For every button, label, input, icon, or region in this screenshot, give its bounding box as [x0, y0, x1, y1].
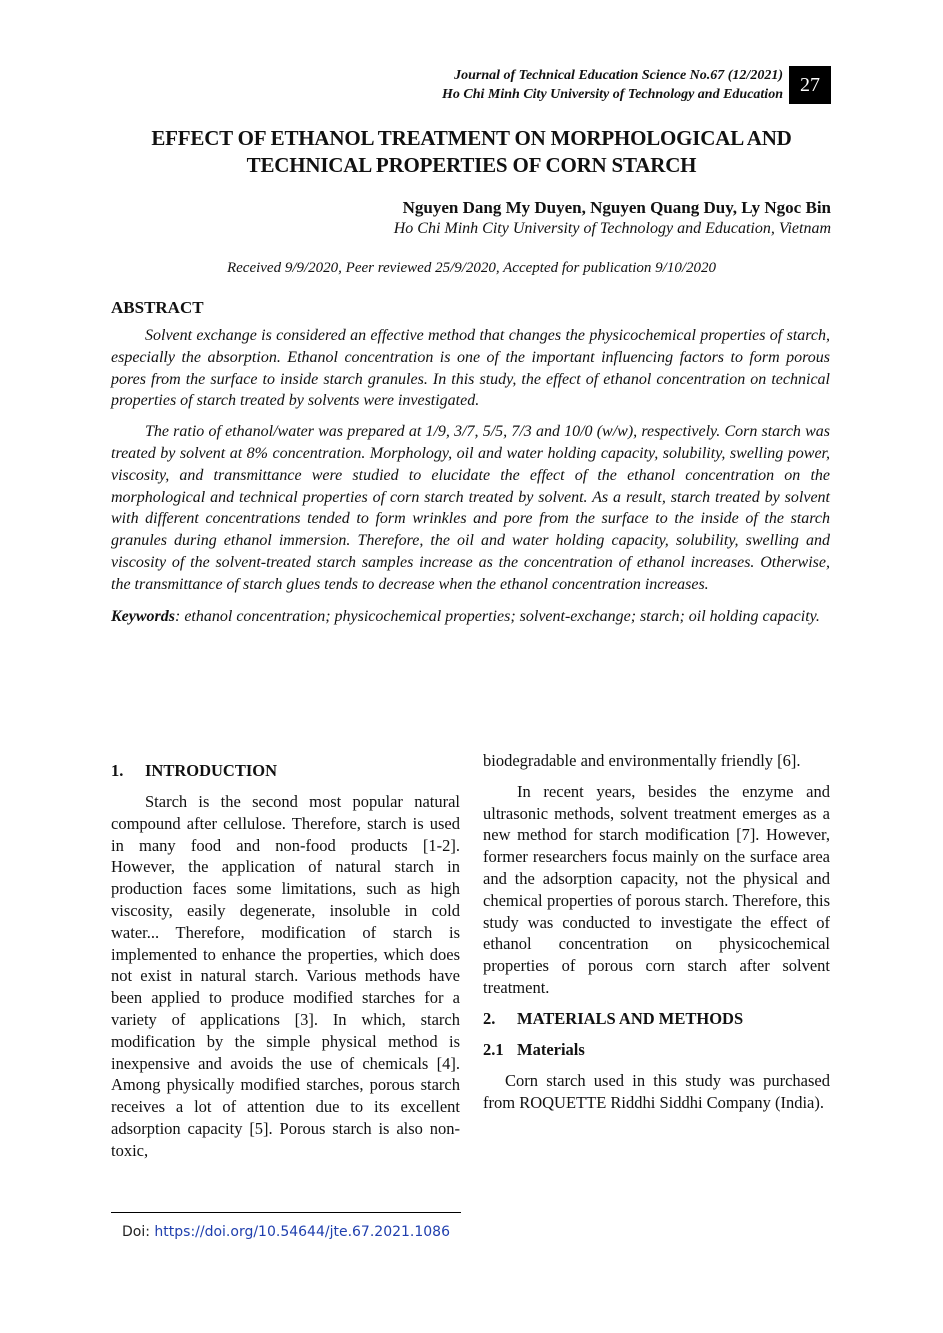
abstract-section [111, 297, 830, 636]
subsection-heading-materials [483, 1039, 830, 1061]
section-heading-introduction [111, 760, 460, 782]
affiliation: Ho Chi Minh City University of Technology and Education, Vietnam [393, 220, 831, 237]
intro-paragraph-2: In recent years, besides the enzyme and ultrasonic methods, solvent treatment emerges as a new method for starch modification [7]. However, former researchers focus mainly on the surface area and the adsorption capacity, not the physical and chemical properties of porous starch. Therefore, this study was conducted to investigate the effect of ethanol concentration on physicochemical properties of porous corn starch after solvent treatment. [483, 781, 830, 997]
publication-dates: Received 9/9/2020, Peer reviewed 25/9/2020, Accepted for publication 9/10/2020 [226, 260, 717, 276]
abstract-heading: ABSTRACT [111, 298, 204, 317]
section-number: 2. [483, 1008, 496, 1028]
left-column [111, 760, 460, 1171]
materials-paragraph: Corn starch used in this study was purchased from ROQUETTE Riddhi Siddhi Company (India). [483, 1070, 830, 1112]
subsection-title: Materials [517, 1039, 585, 1059]
section-title: MATERIALS AND METHODS [517, 1008, 744, 1028]
right-column [483, 750, 830, 1122]
journal-name: Journal of Technical Education Science No.67 (12/2021) [454, 68, 783, 83]
intro-paragraph-1-continued: biodegradable and environmentally friendly [6]. [483, 751, 801, 770]
doi-link[interactable]: https://doi.org/10.54644/jte.67.2021.1086 [154, 1224, 450, 1240]
abstract-paragraph: Solvent exchange is considered an effective method that changes the physicochemical properties of starch, especially the absorption. Ethanol concentration is one of the important influencing factors to form porous pores from the surface to inside starch granules. In this study, the effect of ethanol concentration on technical properties of starch treated by solvents were investigated. [111, 327, 830, 410]
section-heading-materials-methods [483, 1008, 830, 1030]
abstract-paragraph: The ratio of ethanol/water was prepared at 1/9, 3/7, 5/5, 7/3 and 10/0 (w/w), respectively. Corn starch was treated by solvent at 8% concentration. Morphology, oil and water holding capacity, solubility, swelling power, viscosity, and transmittance were studied to elucidate the effect of the ethanol concentration on the morphological and technical properties of corn starch treated by solvent. As a result, starch treated by solvent with different concentrations tended to form wrinkles and pore from the surface to the inside of the starch granules during ethanol immersion. Therefore, the oil and water holding capacity, solubility, swelling and viscosity of the solvent-treated starch samples increase as the concentration of ethanol increases. Otherwise, the transmittance of starch glues tends to decrease when the ethanol concentration increases. [111, 423, 830, 593]
title-line-1: EFFECT OF ETHANOL TREATMENT ON MORPHOLOGICAL AND [151, 126, 792, 150]
institution-name: Ho Chi Minh City University of Technology and Education [442, 87, 783, 102]
doi-footer [122, 1222, 450, 1242]
paper-title [100, 125, 843, 179]
subsection-number: 2.1 [483, 1039, 504, 1059]
keywords-label: Keywords [111, 607, 175, 625]
keywords-text: : ethanol concentration; physicochemical properties; solvent-exchange; starch; oil holding capacity. [175, 607, 820, 625]
page-number: 27 [789, 66, 831, 104]
running-header [442, 66, 831, 104]
section-title: INTRODUCTION [145, 761, 278, 780]
section-number: 1. [111, 761, 124, 780]
journal-info [442, 66, 789, 104]
footer-divider [111, 1212, 461, 1213]
keywords [111, 606, 830, 628]
title-line-2: TECHNICAL PROPERTIES OF CORN STARCH [246, 153, 697, 177]
authors: Nguyen Dang My Duyen, Nguyen Quang Duy, Ly Ngoc Bin [402, 198, 831, 217]
doi-label: Doi: [122, 1224, 155, 1240]
intro-paragraph-1: Starch is the second most popular natural compound after cellulose. Therefore, starch is used in many food and non-food products [1-2]. However, the application of natural starch in production faces some limitations, such as high viscosity, easily degenerate, insoluble in cold water... Therefore, modification of starch is implemented to enhance the properties, which does not exist in natural starch. Various methods have been applied to produce modified starches for a variety of applications [3]. In which, starch modification by the simple physical method is inexpensive and avoids the use of chemicals [4]. Among physically modified starches, porous starch receives a lot of attention due to its excellent adsorption capacity [5]. Porous starch is also non-toxic, [111, 792, 460, 1160]
